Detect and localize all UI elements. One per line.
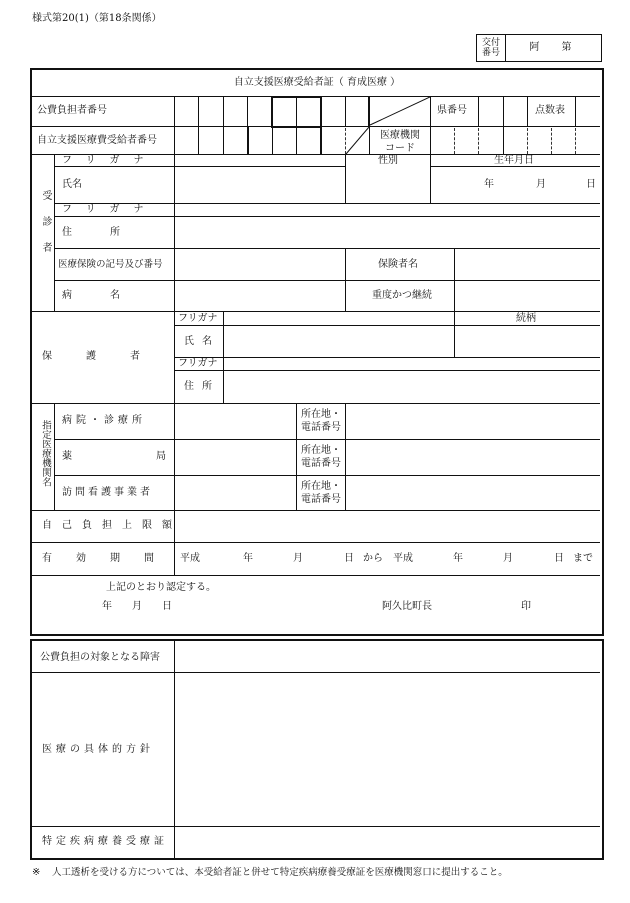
validity-era-from: 平成 (180, 553, 200, 564)
insurance-label: 医療保険の記号及び番号 (58, 259, 163, 270)
guardian-furigana-label-2: フリガナ (178, 358, 218, 369)
birth-year: 年 (484, 179, 494, 190)
birth-day: 日 (586, 179, 596, 190)
severe-label: 重度かつ継続 (372, 290, 432, 301)
relationship-label: 続柄 (516, 313, 536, 324)
copay-limit-label: 自己負担上限額 (42, 520, 182, 531)
validity-label: 有効期間 (42, 553, 178, 564)
validity-era-to: 平成 (393, 553, 413, 564)
pharmacy-location-label: 所在地・ 電話番号 (301, 445, 341, 469)
validity-day-to: 日 (554, 553, 564, 564)
name-label: 氏名 (62, 179, 82, 190)
form-number: 様式第20(1)（第18条関係） (32, 13, 162, 24)
mayor-label: 阿久比町長 (382, 601, 432, 612)
patient-group-label: 受診者 (40, 190, 51, 268)
validity-year-from: 年 (243, 553, 253, 564)
diagonal-slash-2 (345, 126, 370, 155)
seal-label: 印 (521, 601, 531, 612)
furigana-label: フリガナ (62, 155, 158, 166)
certify-month: 月 (132, 601, 142, 612)
validity-until-word: まで (573, 553, 593, 564)
guardian-name-label: 氏名 (184, 336, 220, 347)
issue-number-box (476, 34, 602, 62)
validity-from-word: から (363, 553, 383, 564)
validity-month-from: 月 (293, 553, 303, 564)
guardian-furigana-label: フリガナ (178, 313, 218, 324)
issue-number-value: 阿 第 (529, 42, 578, 53)
institution-code-label: 医療機関 コード (380, 130, 420, 154)
nursing-label: 訪問看護事業者 (62, 487, 153, 498)
address-label: 住所 (62, 227, 158, 238)
issue-number-label: 交付 番号 (481, 38, 500, 59)
birth-month: 月 (536, 179, 546, 190)
specified-disease-label: 特定疾病療養受療証 (42, 836, 168, 847)
certificate-title: 自立支援医療受給者証（ 育成医療 ） (233, 77, 401, 88)
recipient-number-label: 自立支援医療費受給者番号 (37, 135, 157, 146)
certify-year: 年 (102, 601, 112, 612)
guardian-label: 保護者 (42, 351, 174, 362)
pharmacy-label: 薬局 (62, 451, 250, 462)
disease-label: 病名 (62, 290, 158, 301)
certify-text: 上記のとおり認定する。 (106, 582, 216, 593)
footnote-mark: ※ (32, 867, 41, 878)
treatment-policy-label: 医療の具体的方針 (42, 744, 154, 755)
diagonal-slash (368, 96, 430, 126)
public-payer-label: 公費負担者番号 (37, 105, 107, 116)
guardian-address-label: 住所 (184, 381, 220, 392)
insurer-label: 保険者名 (378, 259, 418, 270)
validity-month-to: 月 (503, 553, 513, 564)
certify-day: 日 (162, 601, 172, 612)
gender-label: 性別 (378, 155, 398, 166)
pref-number-label: 県番号 (437, 105, 467, 116)
nursing-location-label: 所在地・ 電話番号 (301, 481, 341, 505)
score-table-label: 点数表 (535, 105, 565, 116)
hospital-label: 病院・診療所 (62, 415, 146, 426)
footnote-text: 人工透析を受ける方については、本受給者証と併せて特定疾病療養受療証を医療機関窓口に提出すること。 (52, 867, 508, 878)
hospital-location-label: 所在地・ 電話番号 (301, 409, 341, 433)
target-disability-label: 公費負担の対象となる障害 (40, 652, 160, 663)
validity-day-from: 日 (344, 553, 354, 564)
furigana-label-2: フリガナ (62, 204, 158, 215)
designated-group-label: 指定医療機関名 (40, 420, 51, 487)
birthdate-label: 生年月日 (494, 155, 534, 166)
validity-year-to: 年 (453, 553, 463, 564)
